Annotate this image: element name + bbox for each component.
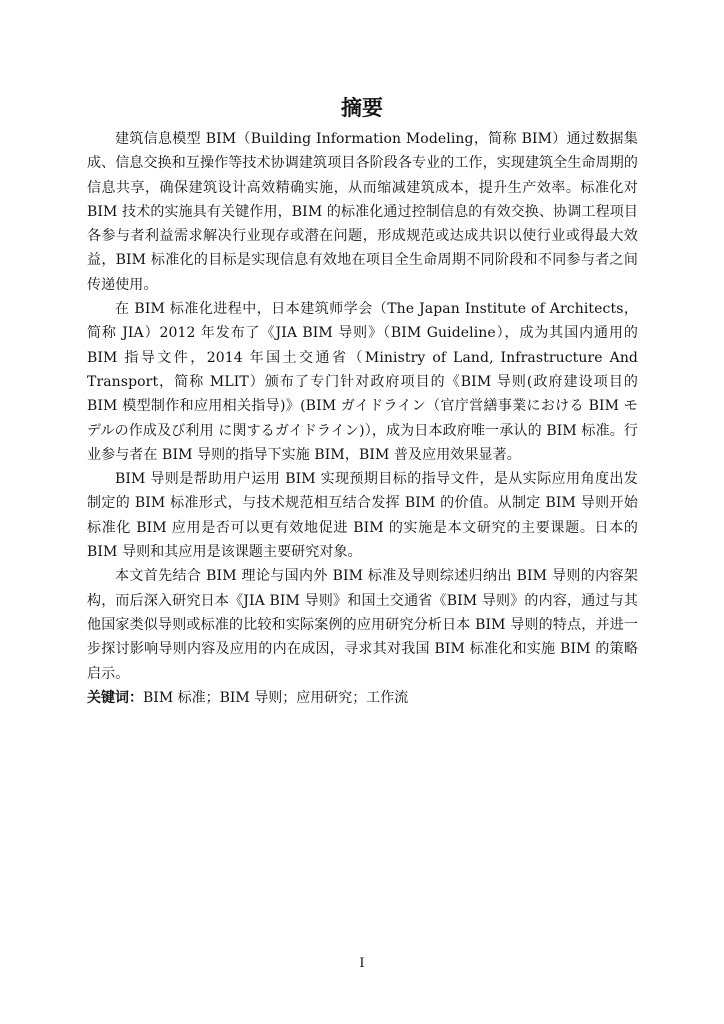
- keywords-text: BIM 标准；BIM 导则；应用研究；工作流: [143, 689, 409, 706]
- page-number: I: [359, 956, 365, 971]
- abstract-paragraph: 本文首先结合 BIM 理论与国内外 BIM 标准及导则综述归纳出 BIM 导则的内容架构，而后深入研究日本《JIA BIM 导则》和国土交通省《BIM 导则》的内容，通过与其他国家类似导则或标准的比较和实际案例的应用研究分析日本 BIM 导则的特点，并进一步探讨影响导则内容及应用的内在成因，寻求其对我国 BIM 标准化和实施 BIM 的策略启示。: [87, 568, 638, 682]
- abstract-paragraph: 建筑信息模型 BIM（Building Information Modeling，简称 BIM）通过数据集成、信息交换和互操作等技术协调建筑项目各阶段各专业的工作，实现建筑全生命周期的信息共享，确保建筑设计高效精确实施，从而缩减建筑成本，提升生产效率。标准化对 BIM 技术的实施具有关键作用，BIM 的标准化通过控制信息的有效交换、协调工程项目各参与者利益需求解决行业现存或潜在问题，形成规范或达成共识以使行业或得最大效益，BIM 标准化的目标是实现信息有效地在项目全生命周期不同阶段和不同参与者之间传递使用。: [87, 131, 638, 293]
- keywords-line: [87, 686, 638, 710]
- abstract-body: [87, 127, 638, 710]
- page-title: 摘要: [341, 96, 383, 120]
- keywords-label: 关键词：: [87, 689, 143, 706]
- abstract-paragraph: BIM 导则是帮助用户运用 BIM 实现预期目标的指导文件，是从实际应用角度出发制定的 BIM 标准形式，与技术规范相互结合发挥 BIM 的价值。从制定 BIM 导则开始标准化 BIM 应用是否可以更有效地促进 BIM 的实施是本文研究的主要课题。日本的 BIM 导则和其应用是该课题主要研究对象。: [87, 471, 638, 561]
- abstract-paragraph: 在 BIM 标准化进程中，日本建筑师学会（The Japan Institute of Architects，简称 JIA）2012 年发布了《JIA BIM 导则》（BIM Guideline），成为其国内通用的 BIM 指导文件，2014 年国土交通省（Ministry of Land, Infrastructure And Transport，简称 MLIT）颁布了专门针对政府项目的《BIM 导则(政府建设项目的 BIM 模型制作和应用相关指导)》(BIM ガイドライン（官庁営繕事業における BIM モデルの作成及び利用 に関するガイドライン)），成为日本政府唯一承认的 BIM 标准。行业参与者在 BIM 导则的指导下实施 BIM，BIM 普及应用效果显著。: [87, 301, 638, 463]
